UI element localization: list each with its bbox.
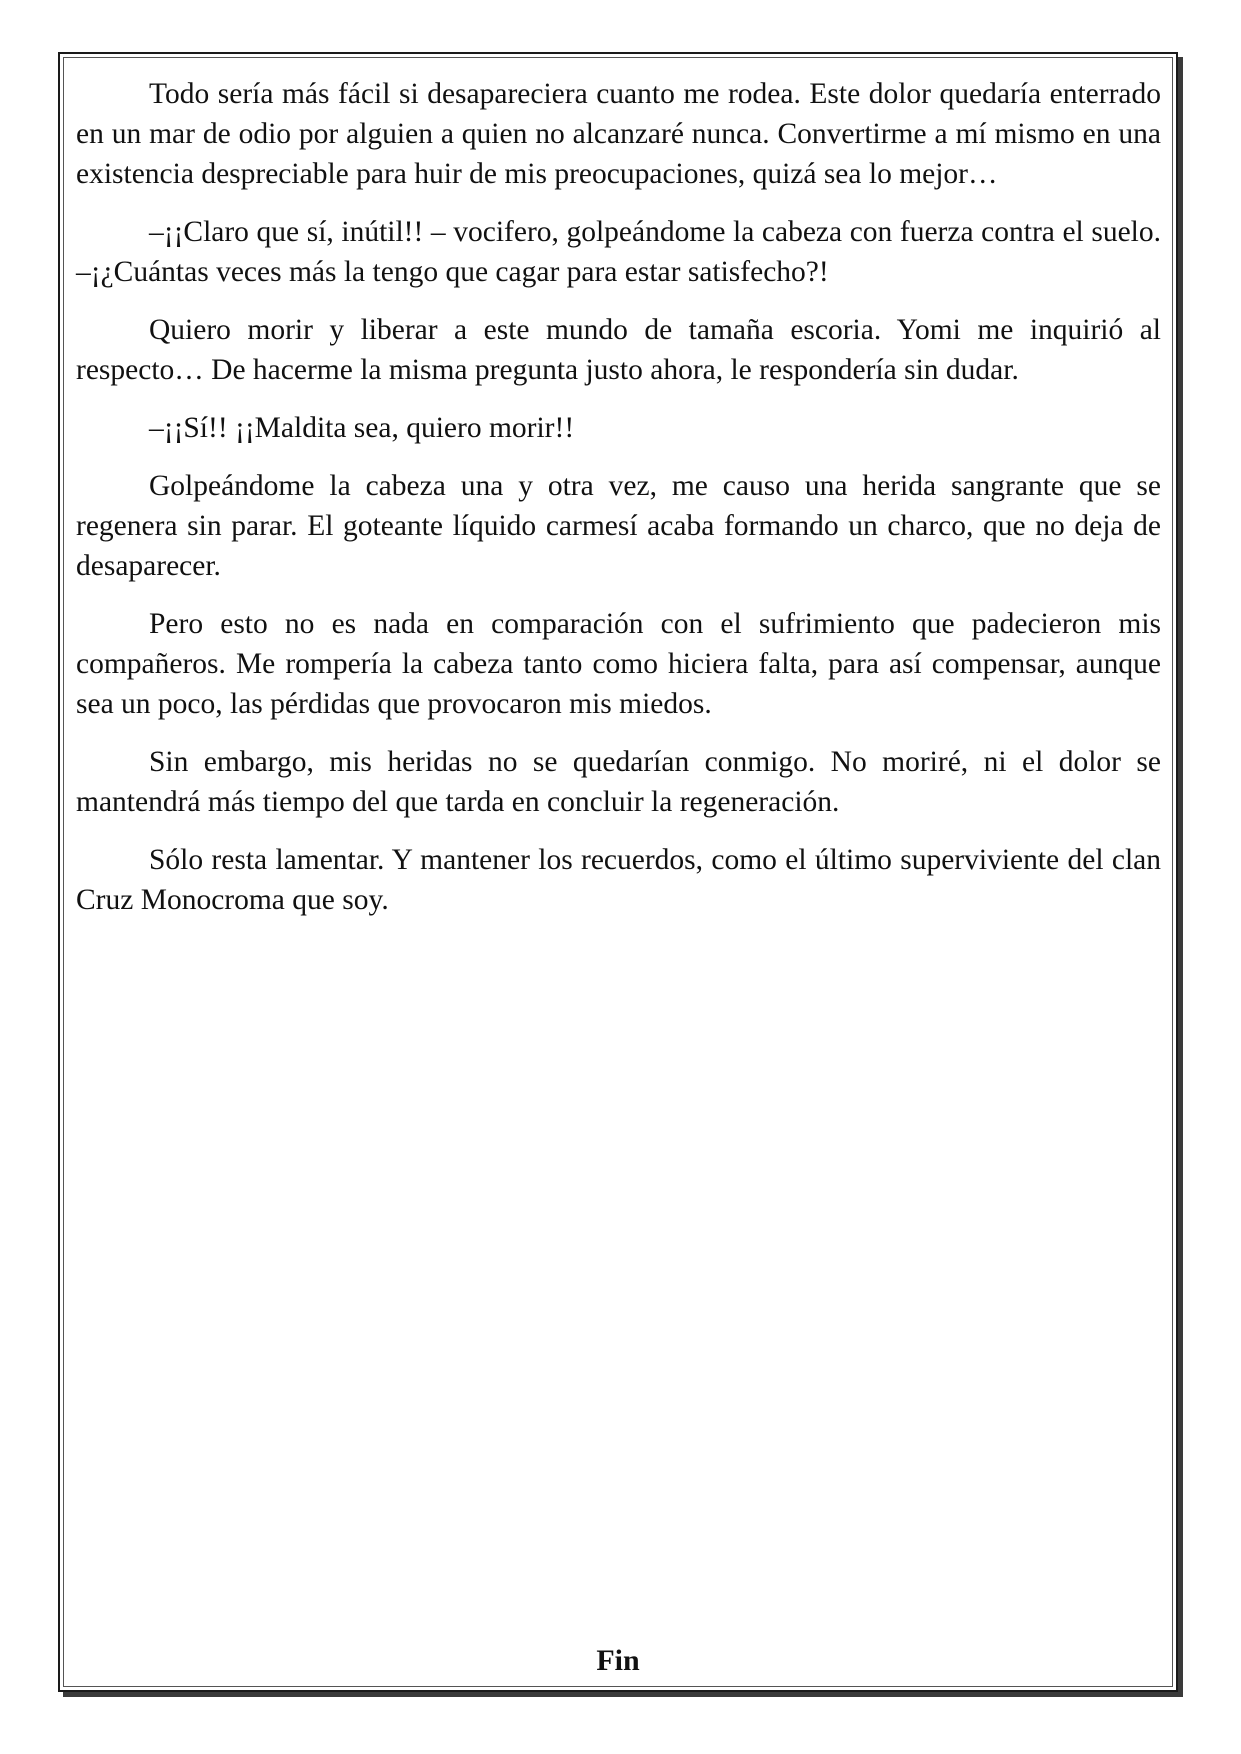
paragraph-6: Pero esto no es nada en comparación con el sufrimiento que padecieron mis compañeros. Me rompería la cabeza tanto como hiciera falta, para así compensar, aunque sea un poco, las pérdidas que provocaron mis miedos.: [76, 608, 1161, 720]
body-text: [76, 74, 1161, 938]
paragraph-3: Quiero morir y liberar a este mundo de tamaña escoria. Yomi me inquirió al respecto… De hacerme la misma pregunta justo ahora, le respondería sin dudar.: [76, 314, 1161, 386]
paragraph-7: Sin embargo, mis heridas no se quedarían conmigo. No moriré, ni el dolor se mantendrá más tiempo del que tarda en concluir la regeneración.: [76, 746, 1161, 818]
paragraph-1: Todo sería más fácil si desapareciera cuanto me rodea. Este dolor quedaría enterrado en un mar de odio por alguien a quien no alcanzaré nunca. Convertirme a mí mismo en una existencia despreciable para huir de mis preocupaciones, quizá sea lo mejor…: [76, 78, 1161, 190]
paragraph-8: Sólo resta lamentar. Y mantener los recuerdos, como el último superviviente del clan Cruz Monocroma que soy.: [76, 844, 1161, 916]
paragraph-5: Golpeándome la cabeza una y otra vez, me causo una herida sangrante que se regenera sin parar. El goteante líquido carmesí acaba formando un charco, que no deja de desaparecer.: [76, 470, 1161, 582]
page-border-frame: [58, 52, 1178, 1692]
paragraph-2: –¡¡Claro que sí, inútil!! – vocifero, golpeándome la cabeza con fuerza contra el suelo. –¡¿Cuántas veces más la tengo que cagar para estar satisfecho?!: [76, 216, 1161, 288]
closing-fin: Fin: [596, 1644, 640, 1677]
paragraph-4: –¡¡Sí!! ¡¡Maldita sea, quiero morir!!: [149, 412, 575, 444]
